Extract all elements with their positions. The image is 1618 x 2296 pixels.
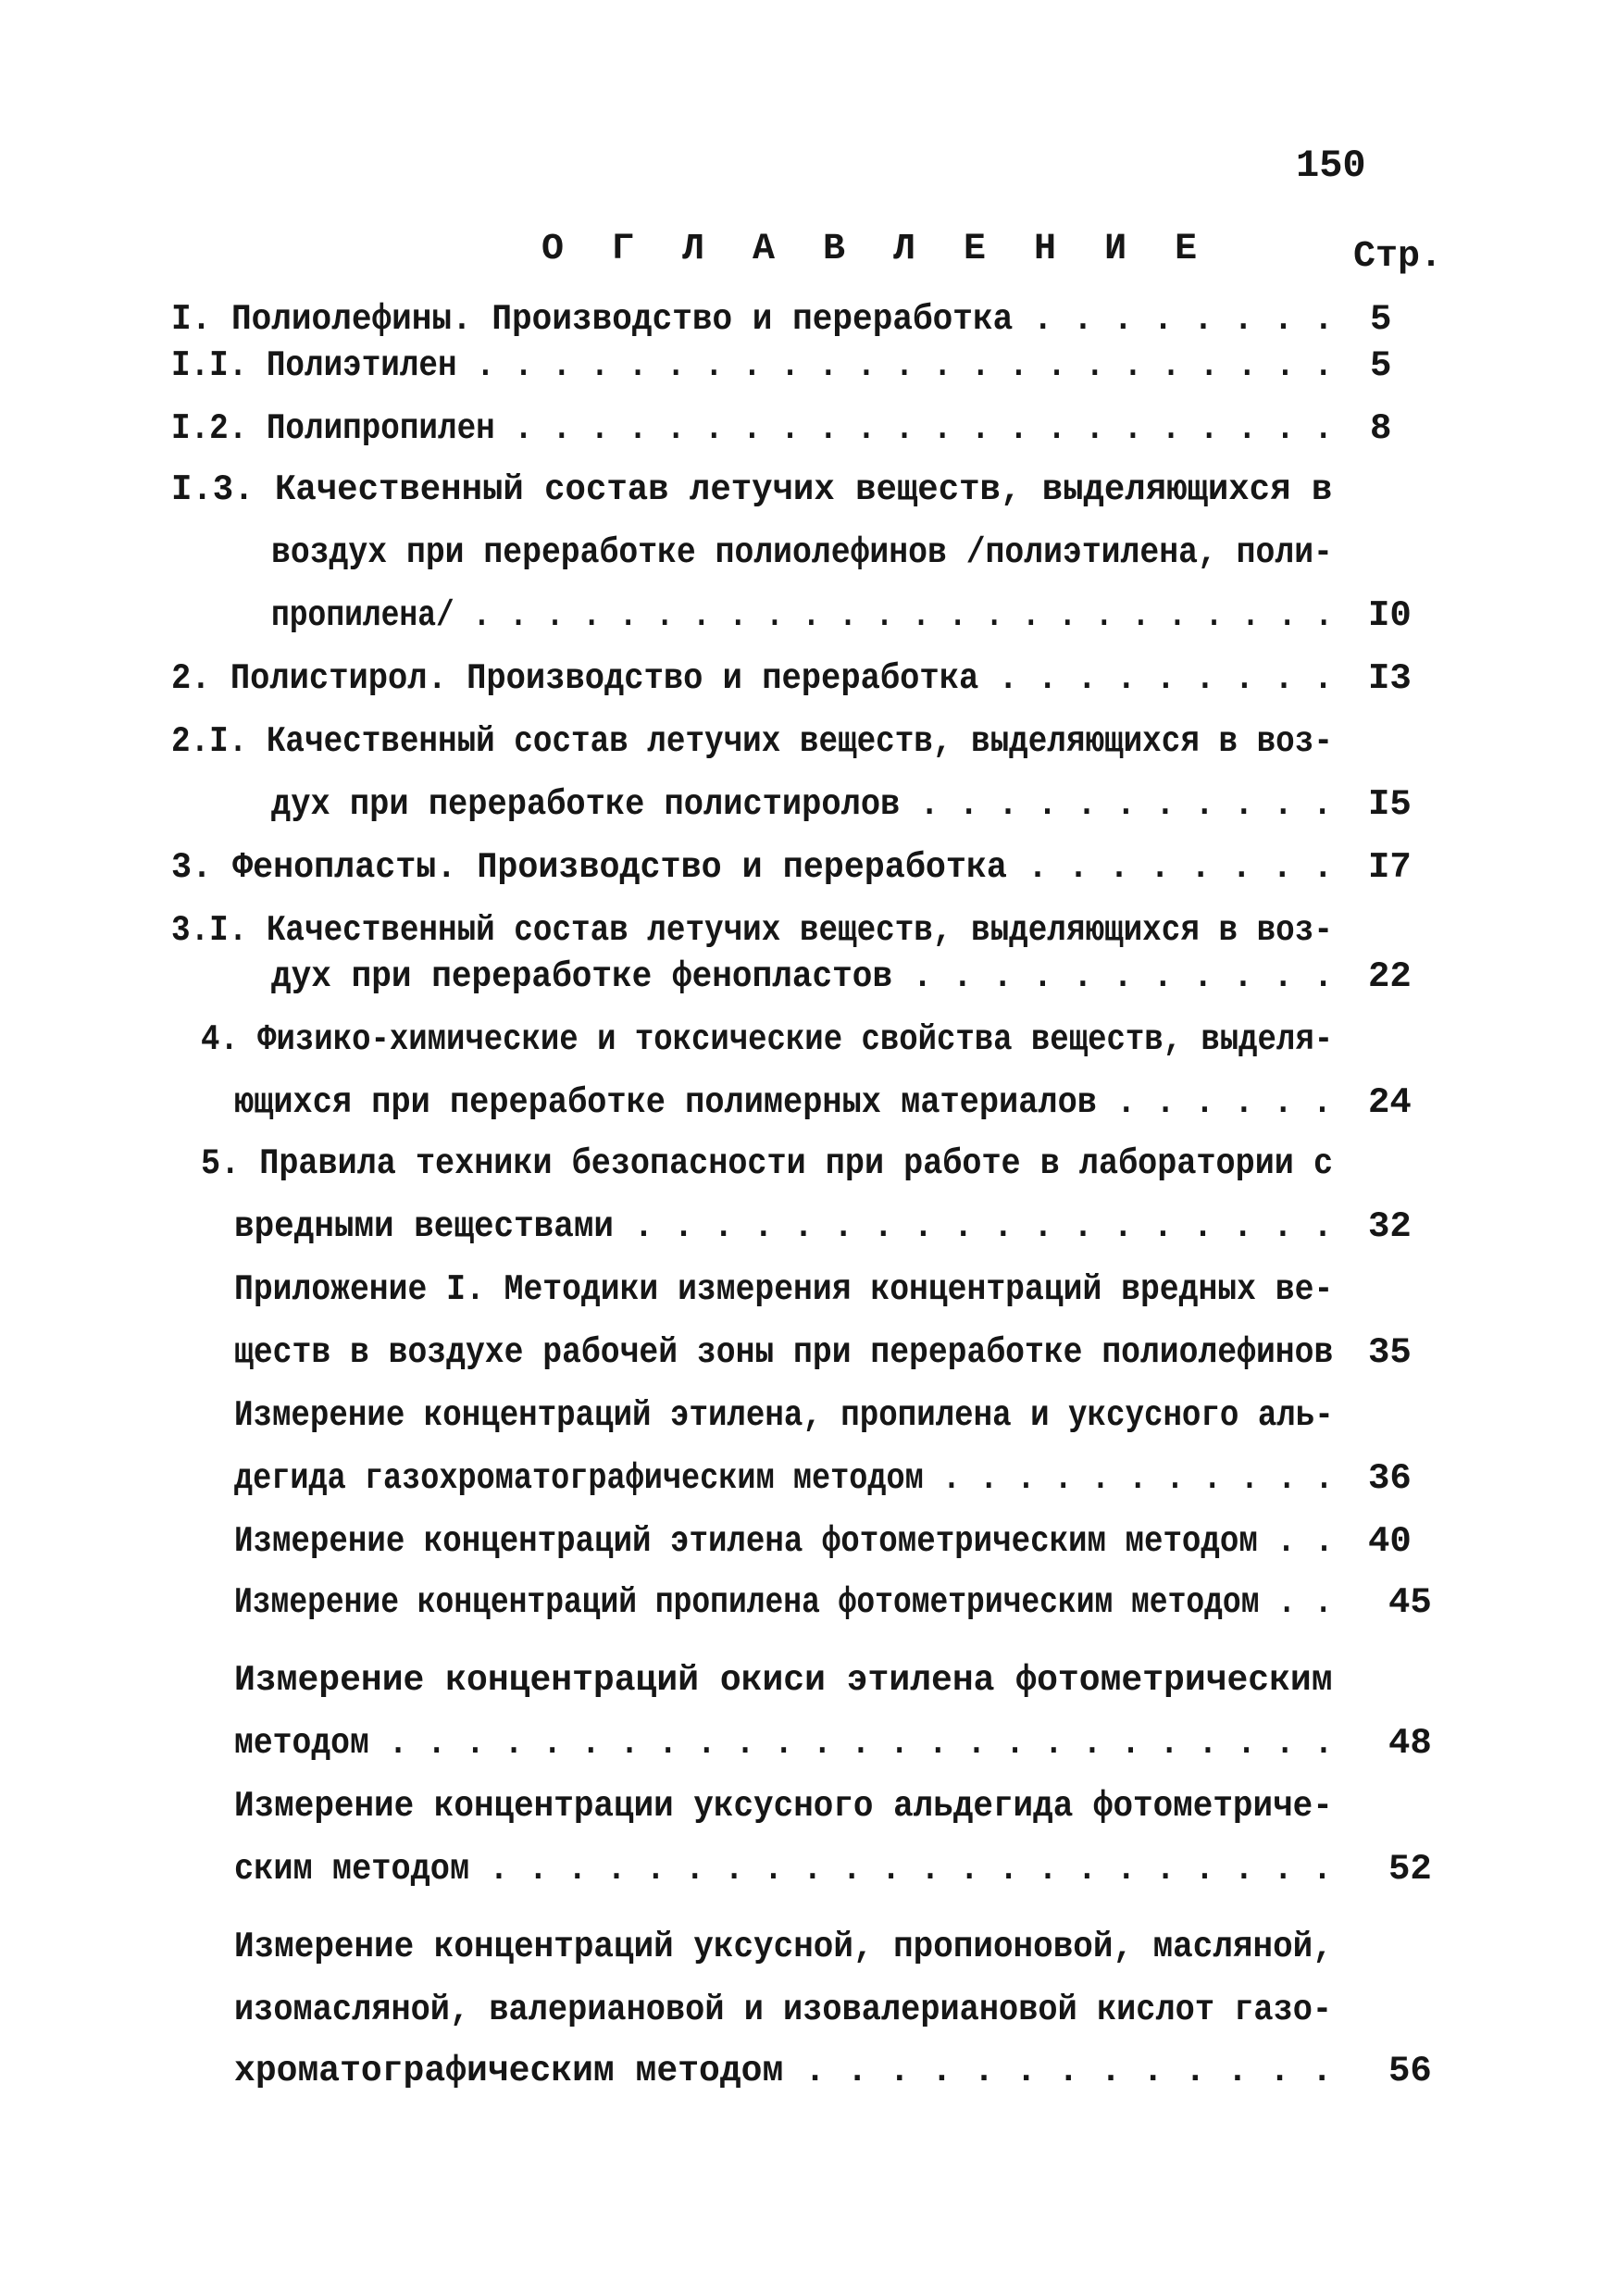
- toc-entry-text: I. Полиолефины. Производство и переработка . . . . . . . .: [171, 299, 1334, 340]
- toc-entry-page: I5: [1368, 784, 1412, 825]
- toc-entry-text: Измерение концентраций уксусной, пропионовой, масляной,: [234, 1927, 1333, 1967]
- toc-entry-page: I7: [1368, 847, 1412, 888]
- toc-entry-page: 5: [1370, 345, 1392, 386]
- toc-entry-text: 5. Правила техники безопасности при работе в лаборатории с: [201, 1143, 1334, 1184]
- toc-entry-text: Измерение концентрации уксусного альдегида фотометриче-: [234, 1786, 1333, 1827]
- toc-entry-text: пропилена/ . . . . . . . . . . . . . . . . . . . . . . . .: [271, 595, 1334, 636]
- toc-entry-text: ским методом . . . . . . . . . . . . . . . . . . . . . .: [234, 1849, 1333, 1890]
- toc-entry-text: методом . . . . . . . . . . . . . . . . . . . . . . . . .: [234, 1723, 1334, 1764]
- toc-title: О Г Л А В Л Е Н И Е: [541, 229, 1211, 270]
- toc-entry-text: изомасляной, валериановой и изовалериановой кислот газо-: [234, 1990, 1333, 2030]
- toc-entry-page: 56: [1388, 2051, 1432, 2091]
- toc-entry-text: 4. Физико-химические и токсические свойства веществ, выделя-: [201, 1019, 1334, 1060]
- toc-entry-text: Измерение концентраций этилена, пропилена и уксусного аль-: [234, 1395, 1334, 1436]
- toc-entry-text: ществ в воздухе рабочей зоны при переработке полиолефинов: [234, 1332, 1334, 1373]
- toc-entry-page: I0: [1368, 595, 1412, 636]
- toc-entry-text: 2. Полистирол. Производство и переработка . . . . . . . . .: [171, 658, 1334, 699]
- toc-entry-page: 5: [1370, 299, 1392, 340]
- toc-entry-text: Измерение концентраций этилена фотометрическим методом . .: [234, 1521, 1334, 1562]
- toc-entry-page: 52: [1388, 1849, 1432, 1890]
- toc-entry-page: 32: [1368, 1206, 1412, 1247]
- toc-entry-text: Измерение концентраций окиси этилена фотометрическим: [234, 1660, 1333, 1701]
- toc-entry-page: 40: [1368, 1521, 1412, 1562]
- toc-entry-text: дух при переработке фенопластов . . . . . . . . . . .: [271, 956, 1334, 997]
- toc-entry-page: 36: [1368, 1458, 1412, 1499]
- toc-entry-page: 48: [1388, 1723, 1432, 1764]
- toc-entry-text: ющихся при переработке полимерных материалов . . . . . .: [234, 1082, 1333, 1123]
- toc-entry-text: Измерение концентраций пропилена фотометрическим методом . .: [234, 1582, 1333, 1623]
- toc-entry-page: 24: [1368, 1082, 1412, 1123]
- toc-entry-text: дух при переработке полистиролов . . . . . . . . . . .: [271, 784, 1333, 825]
- toc-entry-text: I.2. Полипропилен . . . . . . . . . . . . . . . . . . . . . .: [171, 408, 1333, 449]
- toc-entry-text: воздух при переработке полиолефинов /полиэтилена, поли-: [271, 532, 1333, 573]
- page-column-label: Стр.: [1353, 236, 1443, 278]
- toc-entry-page: 8: [1370, 408, 1392, 449]
- toc-entry-text: хроматографическим методом . . . . . . . . . . . . .: [234, 2051, 1333, 2091]
- toc-entry-text: 3.I. Качественный состав летучих веществ, выделяющихся в воз-: [171, 910, 1333, 951]
- toc-entry-page: 22: [1368, 956, 1412, 997]
- toc-entry-text: 2.I. Качественный состав летучих веществ, выделяющихся в воз-: [171, 721, 1333, 762]
- page-number: 150: [1296, 144, 1366, 188]
- toc-entry-text: Приложение I. Методики измерения концентраций вредных ве-: [234, 1269, 1334, 1310]
- toc-entry-page: 45: [1388, 1582, 1432, 1623]
- toc-entry-text: вредными веществами . . . . . . . . . . . . . . . . . .: [234, 1206, 1333, 1247]
- toc-entry-text: 3. Фенопласты. Производство и переработка . . . . . . . .: [171, 847, 1334, 888]
- toc-entry-text: дегида газохроматографическим методом . . . . . . . . . . .: [234, 1458, 1334, 1499]
- toc-entry-text: I.3. Качественный состав летучих веществ, выделяющихся в: [171, 469, 1333, 510]
- toc-entry-page: I3: [1368, 658, 1412, 699]
- toc-entry-text: I.I. Полиэтилен . . . . . . . . . . . . . . . . . . . . . . .: [171, 345, 1333, 386]
- toc-entry-page: 35: [1368, 1332, 1412, 1373]
